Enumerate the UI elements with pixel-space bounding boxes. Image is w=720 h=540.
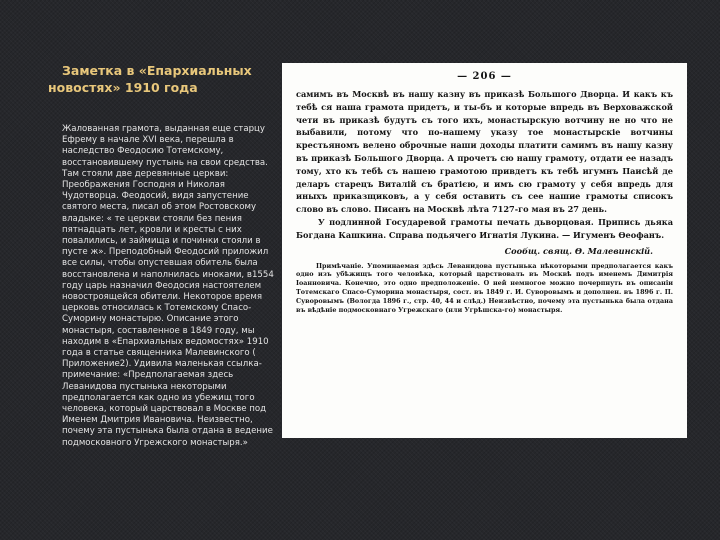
document-signature: Сообщ. свящ. Θ. Малевинскій. <box>504 245 653 256</box>
document-paragraph: самимъ въ Москвѣ въ нашу казну въ приказѣ Большого Дворца. И какъ къ тебѣ ся наша грамота придетъ, и ты-бъ и которые впредь въ Верховажской чети въ приказѣ будутъ съ того ихъ, монастырскую вотчину не но что не выбавили, потому что по-нашему указу тое монастырскіе вотчины крестьяномъ велено оброчные наши доходы платити самимъ въ нашу казну въ приказѣ Большого Дворца. А прочетъ сю нашу грамоту, отдати ее назадъ тому, хто къ тебѣ съ нашею грамотою привдетъ къ тебѣ игумнъ Паисѣй де деларъ старецъ Виталій съ братією, и имъ сю грамоту у себя впредь для иныхъ приказщиковъ, а у себя оставить съ сее нашие грамоты списокъ слово въ слово. Писанъ на Москвѣ лѣта 7127-го мая въ 27 день. <box>296 89 673 215</box>
slide-body-text: Жалованная грамота, выданная еще старцу Ефрему в начале XVI века, перешла в наследство Феодосию Тотемскому, восстановившему пустынь на свои средства. Там стояли две деревянные церкви: Преображения Господня и Николая Чудотворца. Феодосий, видя запустение святого места, писал об этом Ростовскому владыке: « те церкви стояли без пения пятнадцать лет, кровли и кресты с них повалились, и займища и починки стояли в пусте ж». Преподобный Феодосий приложил все силы, чтобы опустевшая обитель была восстановлена и наполнилась иноками, в1554 году царь назначил Феодосия настоятелем новостроящейся обители. Некоторое время церковь относилась к Тотемскому Спасо-Суморину монастырю. Описание этого монастыря, составленное в 1849 году, мы находим в «Епархиальных ведомостях» 1910 года в статье священника Малевинского ( Приложение2). Удивила маленькая ссылка-примечание: «Предполагаемая здесь Леванидова пустынька некоторыми предполагается как одно из убежищ того человека, который царствовал в Москве под Именем Дмитрия Ивановича. Неизвестно, почему эта пустынька была отдана в ведение подмосковного Угрежского монастыря.» <box>62 124 274 448</box>
document-footnote: Примѣчаніе. Упоминаемая здѣсь Леванидова пустынька нѣкоторыми предполагается какъ одно изъ убѣжищъ того человѣка, который царствовалъ въ Москвѣ подъ именемъ Димитрія Іоанновича. Конечно, это одно предположеніе. О ней немногое можно почерпнуть въ описаніи Тотемскаго Спасо-Суморина монастыря, сост. въ 1849 г. И. Суворовымъ и дополнен. въ 1896 г. П. Суворовымъ (Вологда 1896 г., стр. 40, 44 и слѣд.) Неизвѣстно, почему эта пустынька была отдана въ вѣдѣніе подмосковнаго Угрежскаго (нли Угрѣшска-го) монастыря. <box>296 261 673 315</box>
scanned-document-page <box>282 63 687 438</box>
document-paragraph: У подлинной Государевой грамоты печать дьворцовая. Припись дьяка Богдана Кашкина. Справа подьячего Игнатія Лукина. — Игуменъ Өеофанъ. <box>296 216 673 240</box>
page-number: — 206 — <box>457 71 512 82</box>
slide-title: Заметка в «Епархиальных новостях» 1910 года <box>48 63 252 95</box>
